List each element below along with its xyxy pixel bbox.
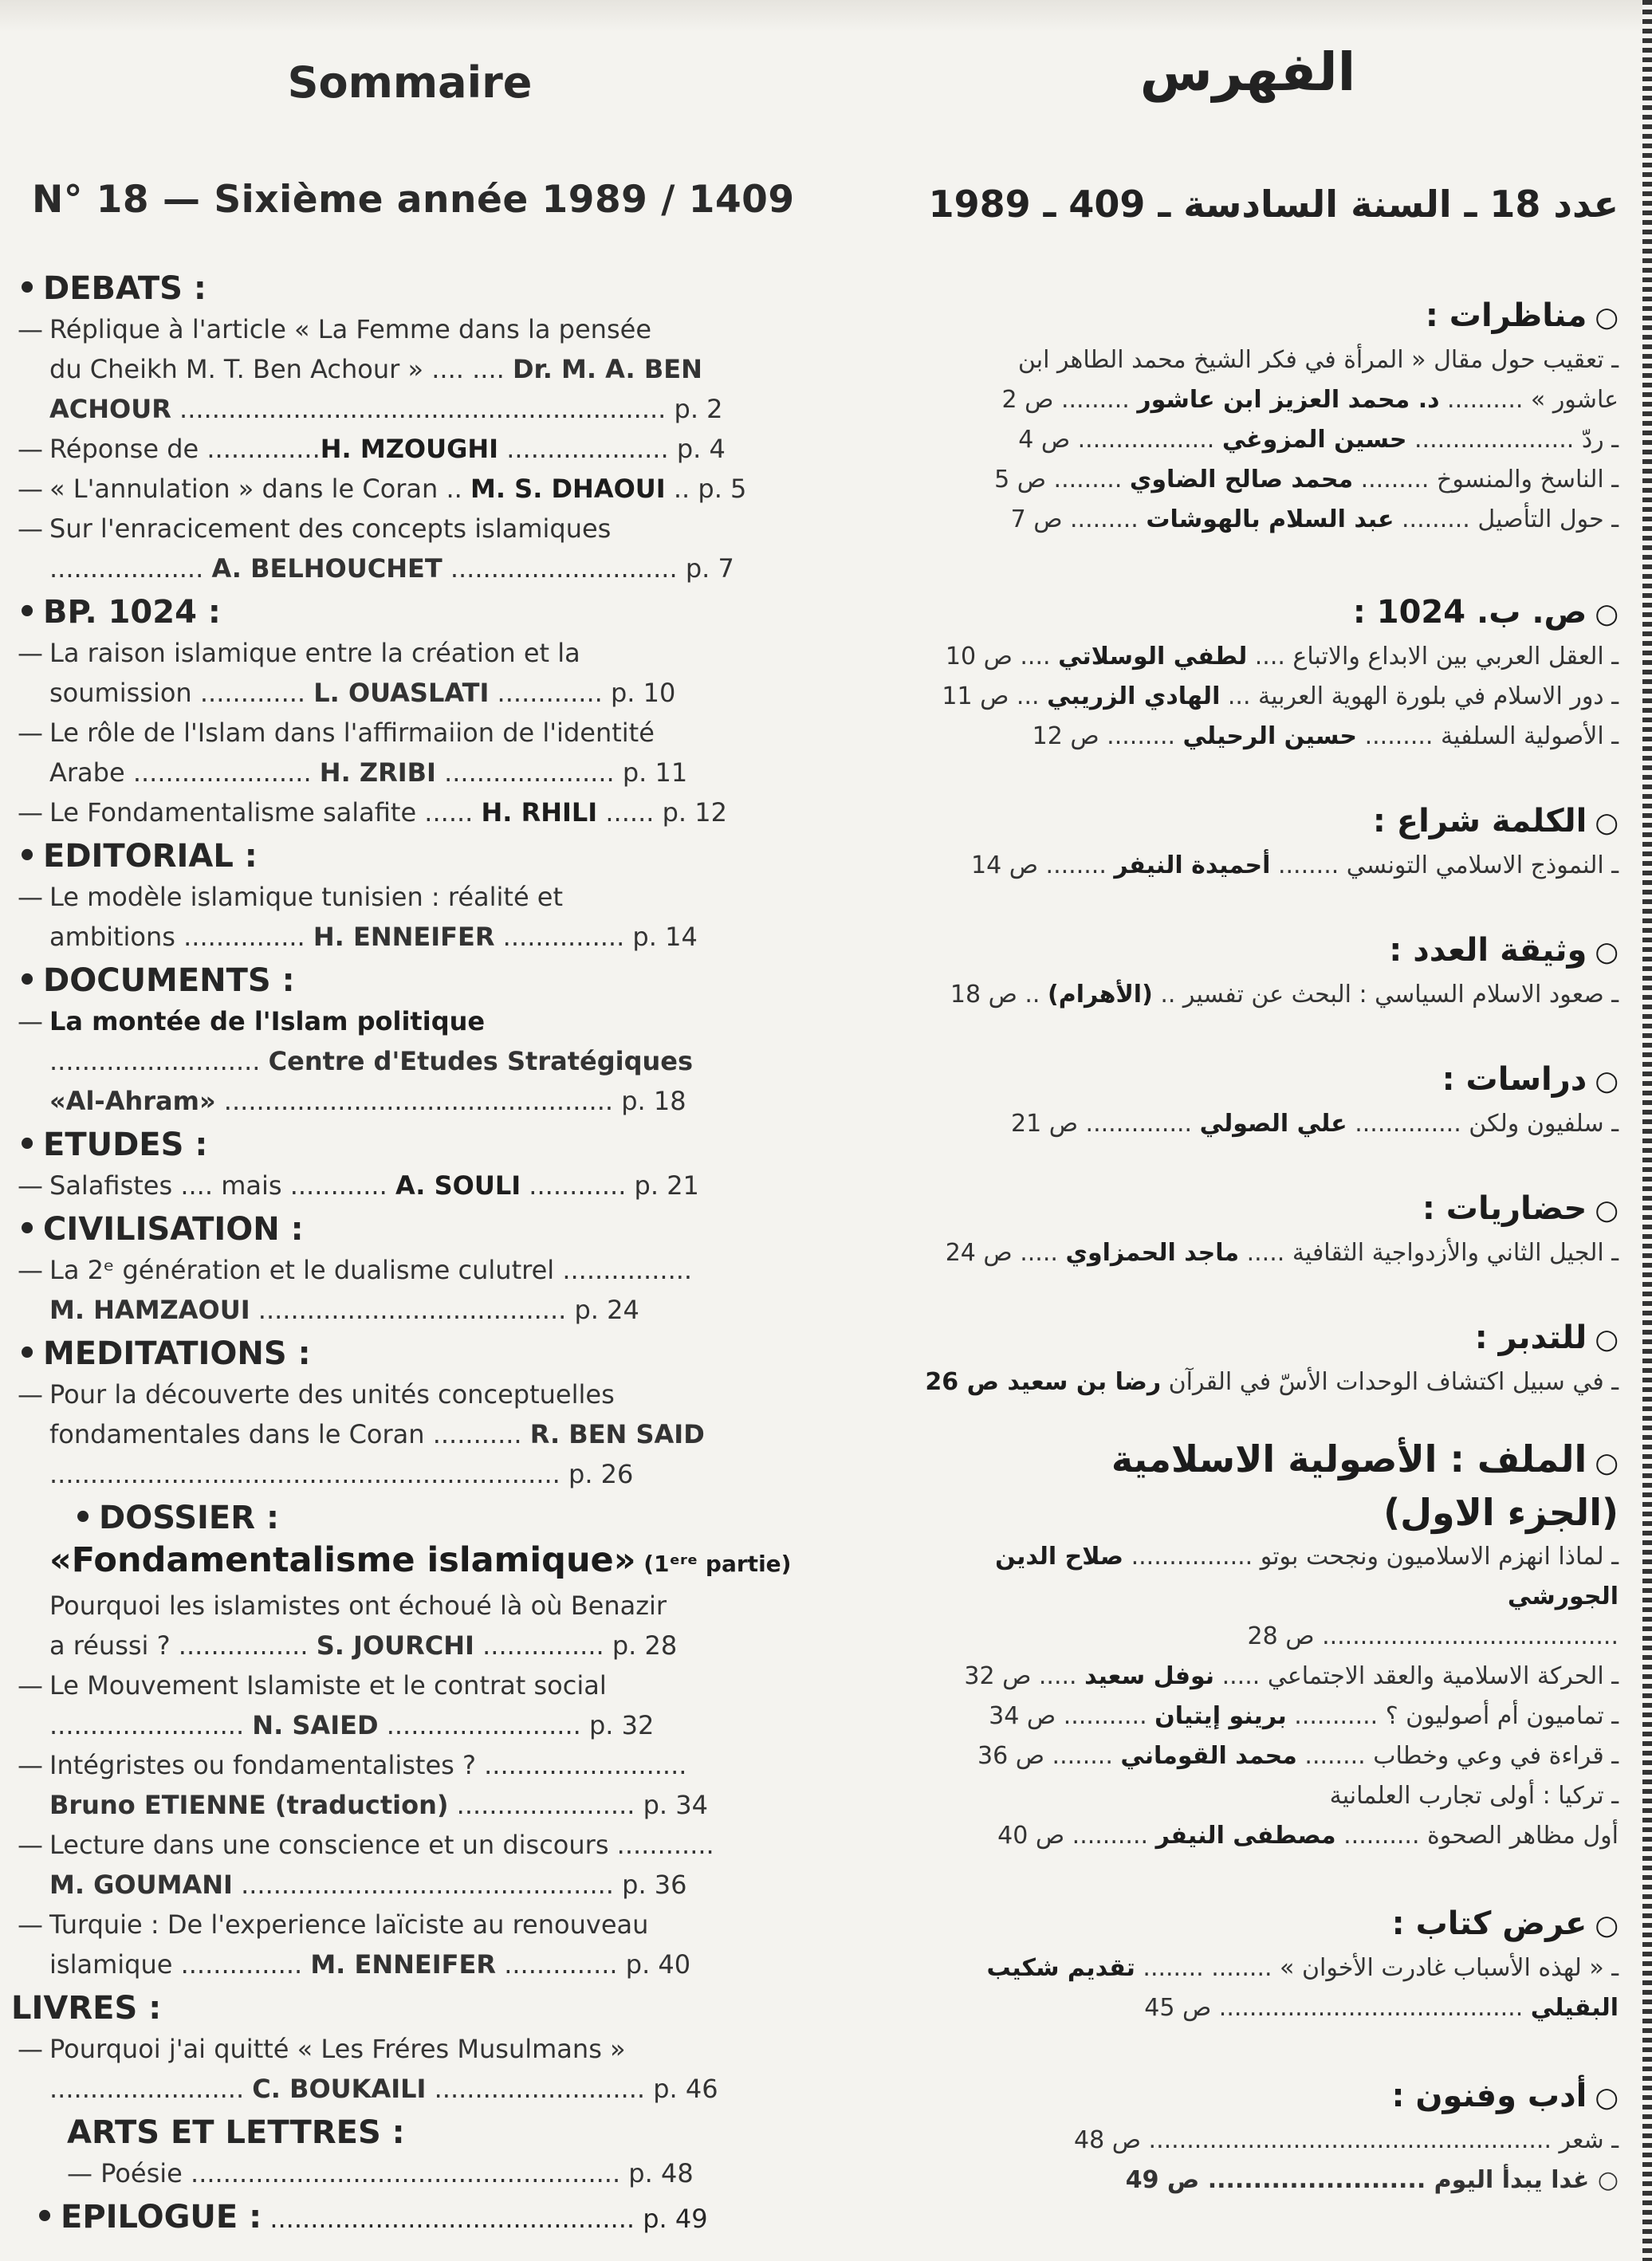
- section-heading: [11, 1124, 808, 1166]
- toc-entry-line: [11, 1414, 808, 1454]
- entry-title: « L'annulation » dans le Coran ..: [49, 474, 470, 504]
- entry-title: Arabe ......................: [49, 757, 320, 788]
- entry-page: .......... ص 40: [997, 1822, 1156, 1850]
- bullet-icon: •: [17, 1335, 37, 1372]
- toc-entry-line: [11, 389, 808, 429]
- circle-bullet-icon: ○: [1595, 301, 1619, 333]
- section-label: DEBATS :: [43, 270, 206, 307]
- toc-entry: — Sur l'enracicement des concepts islamiques: [18, 513, 612, 544]
- entry-page: ......... ص 2: [1001, 386, 1138, 414]
- entry-title: Réplique à l'article « La Femme dans la pensée: [49, 314, 651, 344]
- entry-page: ..... ص 24: [945, 1239, 1066, 1267]
- toc-entry-line: [11, 1290, 808, 1330]
- spiral-binding: [1642, 0, 1652, 2261]
- circle-bullet-icon: ○: [1595, 807, 1619, 839]
- entry-title: La montée de l'Islam politique: [49, 1006, 486, 1036]
- entry-author: البقيلي: [1530, 1994, 1619, 2022]
- entry-title: Lecture dans une conscience et un discours ............: [49, 1830, 714, 1860]
- entry-author: H. MZOUGHI: [320, 434, 499, 464]
- bullet-icon: •: [17, 838, 37, 875]
- section-label: BP. 1024 :: [43, 594, 221, 631]
- entry-author: S. JOURCHI: [316, 1630, 474, 1661]
- entry-title: ـ النموذج الاسلامي التونسي ........: [1270, 851, 1619, 879]
- dossier-title-text: «Fondamentalisme islamique»: [49, 1540, 636, 1580]
- entry-page: .. ص 18: [950, 981, 1048, 1009]
- entry-page: ........... ص 34: [989, 1702, 1155, 1730]
- entry-page: .......................... p. 46: [426, 2074, 718, 2104]
- entry-page: .............................................. p. 36: [232, 1870, 687, 1900]
- entry-author: ماجد الحمزاوي: [1065, 1239, 1240, 1267]
- section-heading: [877, 1315, 1619, 1362]
- section-label: ص. ب. 1024 :: [1352, 594, 1587, 631]
- toc-entry: — Salafistes .... mais ............ A. SOULI ............ p. 21: [18, 1170, 699, 1201]
- entry-page: ............... p. 14: [494, 922, 698, 952]
- entry-title: Sur l'enracicement des concepts islamiques: [49, 513, 612, 544]
- entry-title: Le rôle de l'Islam dans l'affirmaiion de l'identité: [49, 718, 655, 748]
- toc-entry: [877, 2161, 1619, 2200]
- toc-entry: — Le Fondamentalisme salafite ...... H. RHILI ...... p. 12: [18, 797, 727, 828]
- entry-title: ـ لماذا انهزم الاسلاميون ونجحت بوتو ................: [1123, 1543, 1619, 1571]
- section-heading: [11, 2196, 808, 2239]
- toc-entry: — La montée de l'Islam politique: [18, 1006, 486, 1036]
- entry-page: ...................... p. 34: [448, 1790, 708, 1820]
- toc-entry-line: [11, 1785, 808, 1825]
- entry-author: الجورشي: [1507, 1583, 1619, 1610]
- section-label: حضاريات :: [1422, 1190, 1587, 1227]
- section-label: مناظرات :: [1425, 297, 1587, 334]
- entry-author: د. محمد العزيز ابن عاشور: [1137, 386, 1440, 414]
- entry-page: .... ص 10: [945, 643, 1059, 670]
- entry-title: ـ « لهذه الأسباب غادرت الأخوان » ........ ........: [1135, 1954, 1619, 1982]
- section-heading: [877, 2073, 1619, 2121]
- entry-title: ـ صعود الاسلام السياسي : البحث عن تفسير ..: [1152, 981, 1619, 1009]
- entry-author: A. SOULI: [395, 1170, 521, 1201]
- entry-title: — Poésie ..................................................... p. 48: [67, 2158, 694, 2188]
- entry-title: ـ سلفيون ولكن ..............: [1347, 1110, 1619, 1138]
- section-heading: [877, 1434, 1619, 1488]
- toc-entry-line: [11, 349, 808, 389]
- section-label: دراسات :: [1442, 1061, 1587, 1098]
- entry-title: Turquie : De l'experience laïciste au renouveau: [49, 1909, 649, 1940]
- section-label: ETUDES :: [43, 1127, 208, 1163]
- entry-title: ـ في سبيل اكتشاف الوحدات الأسّ في القرآن: [1161, 1368, 1619, 1396]
- entry-title: أول مظاهر الصحوة ..........: [1335, 1822, 1619, 1850]
- entry-page: ................................................ p. 18: [215, 1086, 686, 1116]
- toc-entry: [877, 500, 1619, 540]
- section-heading: [877, 1186, 1619, 1233]
- section-subheading: (الجزء الاول): [1383, 1491, 1619, 1534]
- entry-author: Centre d'Etudes Stratégiques: [268, 1046, 693, 1076]
- section-heading: [11, 960, 808, 1001]
- section-heading: [11, 1497, 808, 1539]
- section-heading: [11, 268, 808, 309]
- circle-bullet-icon: ○: [1595, 1194, 1619, 1226]
- toc-entry: ـ تركيا : أولى تجارب العلمانية: [1329, 1782, 1619, 1810]
- page-title: الفهرس: [1139, 41, 1356, 103]
- entry-title: غدا يبدأ اليوم ........................ ص 49: [1125, 2166, 1590, 2194]
- entry-title: ـ الأصولية السلفية .........: [1357, 722, 1619, 750]
- section-label: الكلمة شراع :: [1372, 803, 1587, 840]
- toc-entry-line: [877, 1988, 1619, 2028]
- entry-author: H. RHILI: [481, 797, 598, 828]
- entry-author: نوفل سعيد: [1084, 1662, 1215, 1690]
- entry-title: ambitions ...............: [49, 922, 313, 952]
- toc-entry: [877, 1697, 1619, 1736]
- entry-author: الهادي الزريبي: [1047, 682, 1221, 710]
- bullet-icon: •: [17, 594, 37, 631]
- toc-entry-line: [11, 673, 808, 713]
- entry-page: ............................................................ p. 2: [171, 394, 723, 424]
- entry-page: ...... p. 12: [597, 797, 727, 828]
- entry-author: أحميدة النيفر: [1114, 851, 1271, 879]
- entry-title: Intégristes ou fondamentalistes ? .........................: [49, 1750, 687, 1780]
- entry-title: ـ تماميون أم أصوليون ؟ ...........: [1286, 1702, 1619, 1730]
- toc-entry: [877, 1657, 1619, 1697]
- entry-title: ـ ردّ .....................: [1406, 426, 1619, 454]
- entry-author: Bruno ETIENNE (traduction): [49, 1790, 449, 1820]
- entry-page: ... ص 11: [942, 682, 1048, 710]
- entry-page: ............... p. 28: [474, 1630, 678, 1661]
- toc-entry: — La raison islamique entre la création et la: [18, 638, 580, 668]
- toc-entry: — Réplique à l'article « La Femme dans la pensée: [18, 314, 651, 344]
- entry-title: La 2ᵉ génération et le dualisme culutrel ................: [49, 1255, 693, 1285]
- entry-page: ......... ص 7: [1010, 505, 1147, 533]
- section-label: الملف : الأصولية الاسلامية: [1111, 1437, 1587, 1480]
- entry-author: تقديم شكيب: [986, 1954, 1135, 1982]
- entry-author: (الأهرام): [1048, 981, 1153, 1009]
- entry-author: لطفي الوسلاتي: [1058, 643, 1248, 670]
- entry-author: H. ZRIBI: [319, 757, 436, 788]
- toc-entry-line: [11, 1454, 808, 1494]
- entry-title: fondamentales dans le Coran ...........: [49, 1419, 530, 1449]
- toc-entry: — Pourquoi j'ai quitté « Les Fréres Musulmans »: [18, 2034, 626, 2064]
- bullet-icon: •: [34, 2199, 55, 2235]
- section-label: DOCUMENTS :: [43, 962, 295, 999]
- entry-page: ............................ p. 7: [442, 553, 734, 584]
- entry-page: ............ p. 21: [521, 1170, 699, 1201]
- page-title: Sommaire: [287, 57, 533, 108]
- toc-entry-line: [11, 1944, 808, 1984]
- toc-entry-line: [877, 1816, 1619, 1856]
- section-heading: [11, 836, 808, 877]
- entry-title: ـ الحركة الاسلامية والعقد الاجتماعي .....: [1214, 1662, 1619, 1690]
- section-heading: [877, 798, 1619, 846]
- circle-bullet-icon: ○: [1595, 1323, 1619, 1355]
- bullet-icon: •: [17, 962, 37, 999]
- entry-author: «Al-Ahram»: [49, 1086, 216, 1116]
- entry-author: عبد السلام بالهوشات: [1146, 505, 1394, 533]
- entry-title: عاشور » ..........: [1439, 386, 1619, 414]
- entry-author: M. S. DHAOUI: [470, 474, 666, 504]
- toc-entry: [877, 1948, 1619, 1988]
- entry-author: رضا بن سعيد: [1007, 1368, 1162, 1396]
- section-heading: [11, 1333, 808, 1374]
- toc-entry-line: [11, 549, 808, 588]
- toc-entry-line: [11, 1865, 808, 1905]
- toc-entry: [877, 460, 1619, 500]
- toc-entry: — Pour la découverte des unités conceptuelles: [18, 1379, 615, 1410]
- dossier-title: [11, 1539, 808, 1586]
- section-label: للتدبر :: [1474, 1319, 1587, 1356]
- section-heading: [877, 1901, 1619, 1948]
- toc-entry: — Le rôle de l'Islam dans l'affirmaiion de l'identité: [18, 718, 655, 748]
- toc-entry: — Intégristes ou fondamentalistes ? .........................: [18, 1750, 687, 1780]
- toc-entry: — Turquie : De l'experience laïciste au renouveau: [18, 1909, 649, 1940]
- entry-page: ..... ص 32: [964, 1662, 1085, 1690]
- entry-title: ـ قراءة في وعي وخطاب ........: [1296, 1742, 1619, 1770]
- entry-title: La raison islamique entre la création et la: [49, 638, 580, 668]
- section-heading: [11, 2112, 808, 2153]
- entry-page: ص 26: [925, 1368, 1008, 1396]
- entry-title: Pour la découverte des unités conceptuelles: [49, 1379, 615, 1410]
- toc-entry-line: [11, 2069, 808, 2109]
- toc-entry: [877, 1362, 1619, 1402]
- toc-entry: [877, 677, 1619, 717]
- entry-author: Dr. M. A. BEN: [512, 354, 702, 384]
- entry-title: Pourquoi j'ai quitté « Les Fréres Musulmans »: [49, 2034, 626, 2064]
- circle-bullet-icon: ○: [1595, 1447, 1619, 1479]
- entry-title: Salafistes .... mais ............: [49, 1170, 395, 1201]
- entry-page: .............. p. 40: [496, 1949, 691, 1980]
- section-label: عرض كتاب :: [1391, 1905, 1587, 1942]
- toc-entry: ـ شعر ..................................................... ص 48: [1074, 2126, 1619, 2154]
- entry-title: ـ الناسخ والمنسوخ .........: [1353, 466, 1619, 493]
- entry-author: A. BELHOUCHET: [211, 553, 442, 584]
- toc-entry-line: [11, 753, 808, 792]
- toc-entry-line: [11, 1626, 808, 1665]
- toc-entry: [877, 1233, 1619, 1273]
- circle-bullet-icon: ○: [1595, 598, 1619, 630]
- section-label: DOSSIER :: [99, 1500, 279, 1536]
- toc-entry: [877, 1736, 1619, 1776]
- entry-title: ـ الجيل الثاني والأزدواجية الثقافية .....: [1239, 1239, 1619, 1267]
- entry-author: ACHOUR: [49, 394, 171, 424]
- toc-entry: [877, 1537, 1619, 1577]
- entry-page: ........................ p. 32: [378, 1710, 655, 1740]
- toc-entry: [877, 975, 1619, 1015]
- entry-page: ........ ص 14: [971, 851, 1115, 879]
- entry-author: M. ENNEIFER: [310, 1949, 497, 1980]
- entry-title: du Cheikh M. T. Ben Achour » .... ....: [49, 354, 513, 384]
- entry-page: ........ ص 36: [977, 1742, 1121, 1770]
- entry-dots: ........................: [49, 2074, 253, 2104]
- toc-entry: — Lecture dans une conscience et un discours ............: [18, 1830, 714, 1860]
- section-label: ARTS ET LETTRES :: [67, 2114, 405, 2151]
- entry-title: Le Mouvement Islamiste et le contrat social: [49, 1670, 607, 1701]
- entry-page: ........................................ ص 45: [1144, 1994, 1531, 2022]
- section-label: وثيقة العدد :: [1389, 932, 1587, 969]
- toc-entry-line: [11, 1041, 808, 1081]
- entry-title: a réussi ? ................: [49, 1630, 317, 1661]
- bullet-icon: •: [17, 270, 37, 307]
- entry-page: ............................................. p. 49: [262, 2204, 708, 2234]
- issue-line: عدد 18 ـ السنة السادسة ـ 409 ـ 1989: [928, 183, 1619, 226]
- entry-page: .................... p. 4: [498, 434, 726, 464]
- entry-page: .................. ص 4: [1018, 426, 1222, 454]
- entry-page: ............. p. 10: [489, 678, 676, 708]
- section-label: CIVILISATION :: [43, 1211, 304, 1248]
- section-label: LIVRES :: [11, 1990, 162, 2027]
- entry-author: H. ENNEIFER: [313, 922, 495, 952]
- toc-entry: [877, 717, 1619, 757]
- entry-title: Pourquoi les islamistes ont échoué là où Benazir: [49, 1591, 667, 1621]
- toc-entry: [877, 846, 1619, 886]
- toc-entry-line: [877, 1617, 1619, 1657]
- bullet-icon: •: [17, 1127, 37, 1163]
- section-label: EDITORIAL :: [43, 838, 258, 875]
- section-label: EPILOGUE :: [61, 2199, 262, 2235]
- entry-dots: ...................: [49, 553, 212, 584]
- toc-entry: [877, 1104, 1619, 1144]
- section-label: أدب وفنون :: [1391, 2078, 1587, 2114]
- entry-author: علي الصولي: [1199, 1110, 1347, 1138]
- toc-entry: — La 2ᵉ génération et le dualisme culutrel ................: [18, 1255, 693, 1285]
- entry-dots: ........................: [49, 1710, 253, 1740]
- entry-page: ..................... p. 11: [435, 757, 688, 788]
- toc-entry: ـ تعقيب حول مقال « المرأة في فكر الشيخ محمد الطاهر ابن: [1017, 346, 1619, 374]
- toc-entry-line: [11, 1081, 808, 1121]
- circle-bullet-icon: ○: [1589, 2166, 1619, 2194]
- entry-author: R. BEN SAID: [529, 1419, 705, 1449]
- toc-entry-line: [877, 380, 1619, 420]
- entry-page: .. p. 5: [665, 474, 747, 504]
- entry-author: M. GOUMANI: [49, 1870, 233, 1900]
- section-label: MEDITATIONS :: [43, 1335, 311, 1372]
- section-heading: [11, 1209, 808, 1250]
- toc-entry: [877, 420, 1619, 460]
- toc-entry: [877, 637, 1619, 677]
- entry-title: Réponse de ..............: [49, 434, 321, 464]
- entry-author: مصطفى النيفر: [1155, 1822, 1336, 1850]
- dossier-title-note: (1ᵉʳᵉ partie): [635, 1551, 792, 1577]
- toc-entry: — « L'annulation » dans le Coran .. M. S. DHAOUI .. p. 5: [18, 474, 747, 504]
- toc-entry: — Le modèle islamique tunisien : réalité et: [18, 882, 564, 912]
- entry-author: C. BOUKAILI: [252, 2074, 427, 2104]
- circle-bullet-icon: ○: [1595, 1065, 1619, 1097]
- section-heading: [877, 589, 1619, 637]
- bullet-icon: •: [17, 1211, 37, 1248]
- entry-author: محمد القوماني: [1120, 1742, 1297, 1770]
- entry-title: Le Fondamentalisme salafite ......: [49, 797, 482, 828]
- entry-title: ـ حول التأصيل .........: [1394, 505, 1619, 533]
- entry-title: islamique ...............: [49, 1949, 311, 1980]
- entry-title: ـ دور الاسلام في بلورة الهوية العربية ...: [1220, 682, 1619, 710]
- page-edge-shadow: [0, 0, 1652, 32]
- entry-title: ـ العقل العربي بين الابداع والاتباع ....: [1247, 643, 1619, 670]
- issue-line: N° 18 — Sixième année 1989 / 1409: [32, 178, 795, 222]
- entry-dots: ..........................: [49, 1046, 269, 1076]
- toc-entry-line: [11, 1586, 808, 1626]
- circle-bullet-icon: ○: [1595, 1909, 1619, 1941]
- entry-title: soumission .............: [49, 678, 314, 708]
- entry-page: ......... ص 12: [1032, 722, 1183, 750]
- entry-author: برينو إيتيان: [1154, 1702, 1287, 1730]
- section-heading: [877, 927, 1619, 975]
- circle-bullet-icon: ○: [1595, 2082, 1619, 2114]
- entry-page: ....................................... ص 28: [1247, 1622, 1619, 1650]
- entry-page: .............. ص 21: [1011, 1110, 1200, 1138]
- section-heading: [877, 1056, 1619, 1104]
- entry-author: صلاح الدين: [995, 1543, 1124, 1571]
- entry-page: ...................................... p. 24: [250, 1295, 639, 1325]
- circle-bullet-icon: ○: [1595, 936, 1619, 968]
- entry-title: Le modèle islamique tunisien : réalité et: [49, 882, 564, 912]
- toc-entry-line: [877, 1577, 1619, 1617]
- entry-author: حسين المزوغي: [1221, 426, 1407, 454]
- toc-entry: — Le Mouvement Islamiste et le contrat social: [18, 1670, 607, 1701]
- section-heading: [11, 592, 808, 633]
- section-heading: [11, 1988, 808, 2029]
- section-heading: [877, 293, 1619, 340]
- entry-author: M. HAMZAOUI: [49, 1295, 250, 1325]
- arabic-contents: [877, 41, 1619, 2200]
- bullet-icon: •: [73, 1500, 93, 1536]
- toc-entry-line: [11, 1705, 808, 1745]
- toc-entry-line: [11, 2153, 808, 2193]
- entry-author: N. SAIED: [252, 1710, 379, 1740]
- entry-author: L. OUASLATI: [313, 678, 490, 708]
- entry-author: حسين الرحيلي: [1182, 722, 1358, 750]
- entry-author: محمد صالح الضاوي: [1129, 466, 1354, 493]
- toc-entry-line: [11, 917, 808, 957]
- entry-page: ......... ص 5: [994, 466, 1130, 493]
- french-contents: [11, 57, 808, 2239]
- toc-entry: — Réponse de ..............H. MZOUGHI .................... p. 4: [18, 434, 726, 464]
- entry-page: ............................................................... p. 26: [49, 1459, 634, 1489]
